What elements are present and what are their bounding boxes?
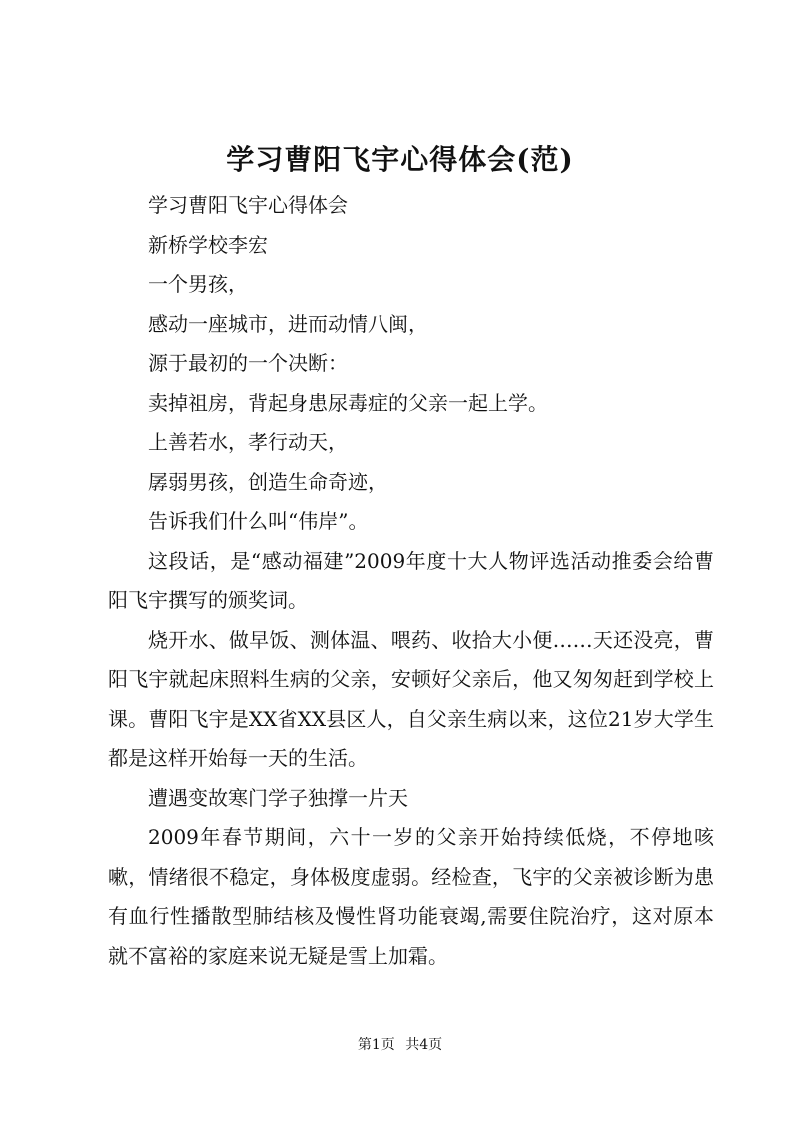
paragraph: 卖掉祖房，背起身患尿毒症的父亲一起上学。 (148, 390, 548, 415)
section-heading: 遭遇变故寒门学子独撑一片天 (148, 785, 408, 810)
paragraph: 一个男孩， (148, 272, 248, 296)
page-footer (0, 1034, 800, 1054)
paragraph: 感动一座城市，进而动情八闽， (148, 311, 428, 336)
page-title: 学习曹阳飞宇心得体会(范) (226, 143, 574, 176)
document-body (108, 186, 714, 976)
page-number: 第1页 (357, 1037, 395, 1053)
paragraph-author: 新桥学校李宏 (148, 232, 268, 257)
paragraph: 烧开水、做早饭、测体温、喂药、收拾大小便……天还没亮，曹阳飞宇就起床照料生病的父亲，安顿好父亲后，他又匆匆赶到学校上课。曹阳飞宇是XX省XX县区人，自父亲生病以来，这位21岁大学生都是这样开始每一天的生活。 (108, 627, 714, 770)
paragraph: 告诉我们什么叫“伟岸”。 (148, 509, 369, 533)
paragraph-subtitle: 学习曹阳飞宇心得体会 (148, 193, 348, 217)
paragraph: 源于最初的一个决断： (148, 351, 348, 375)
page-total: 共4页 (405, 1037, 443, 1053)
paragraph: 2009年春节期间，六十一岁的父亲开始持续低烧，不停地咳嗽，情绪很不稳定，身体极度虚弱。经检查，飞宇的父亲被诊断为患有血行性播散型肺结核及慢性肾功能衰竭,需要住院治疗，这对原本就不富裕的家庭来说无疑是雪上加霜。 (108, 825, 714, 968)
paragraph: 孱弱男孩，创造生命奇迹， (148, 469, 388, 494)
paragraph: 这段话，是“感动福建”2009年度十大人物评选活动推委会给曹阳飞宇撰写的颁奖词。 (108, 548, 714, 612)
paragraph: 上善若水，孝行动天， (148, 430, 348, 454)
